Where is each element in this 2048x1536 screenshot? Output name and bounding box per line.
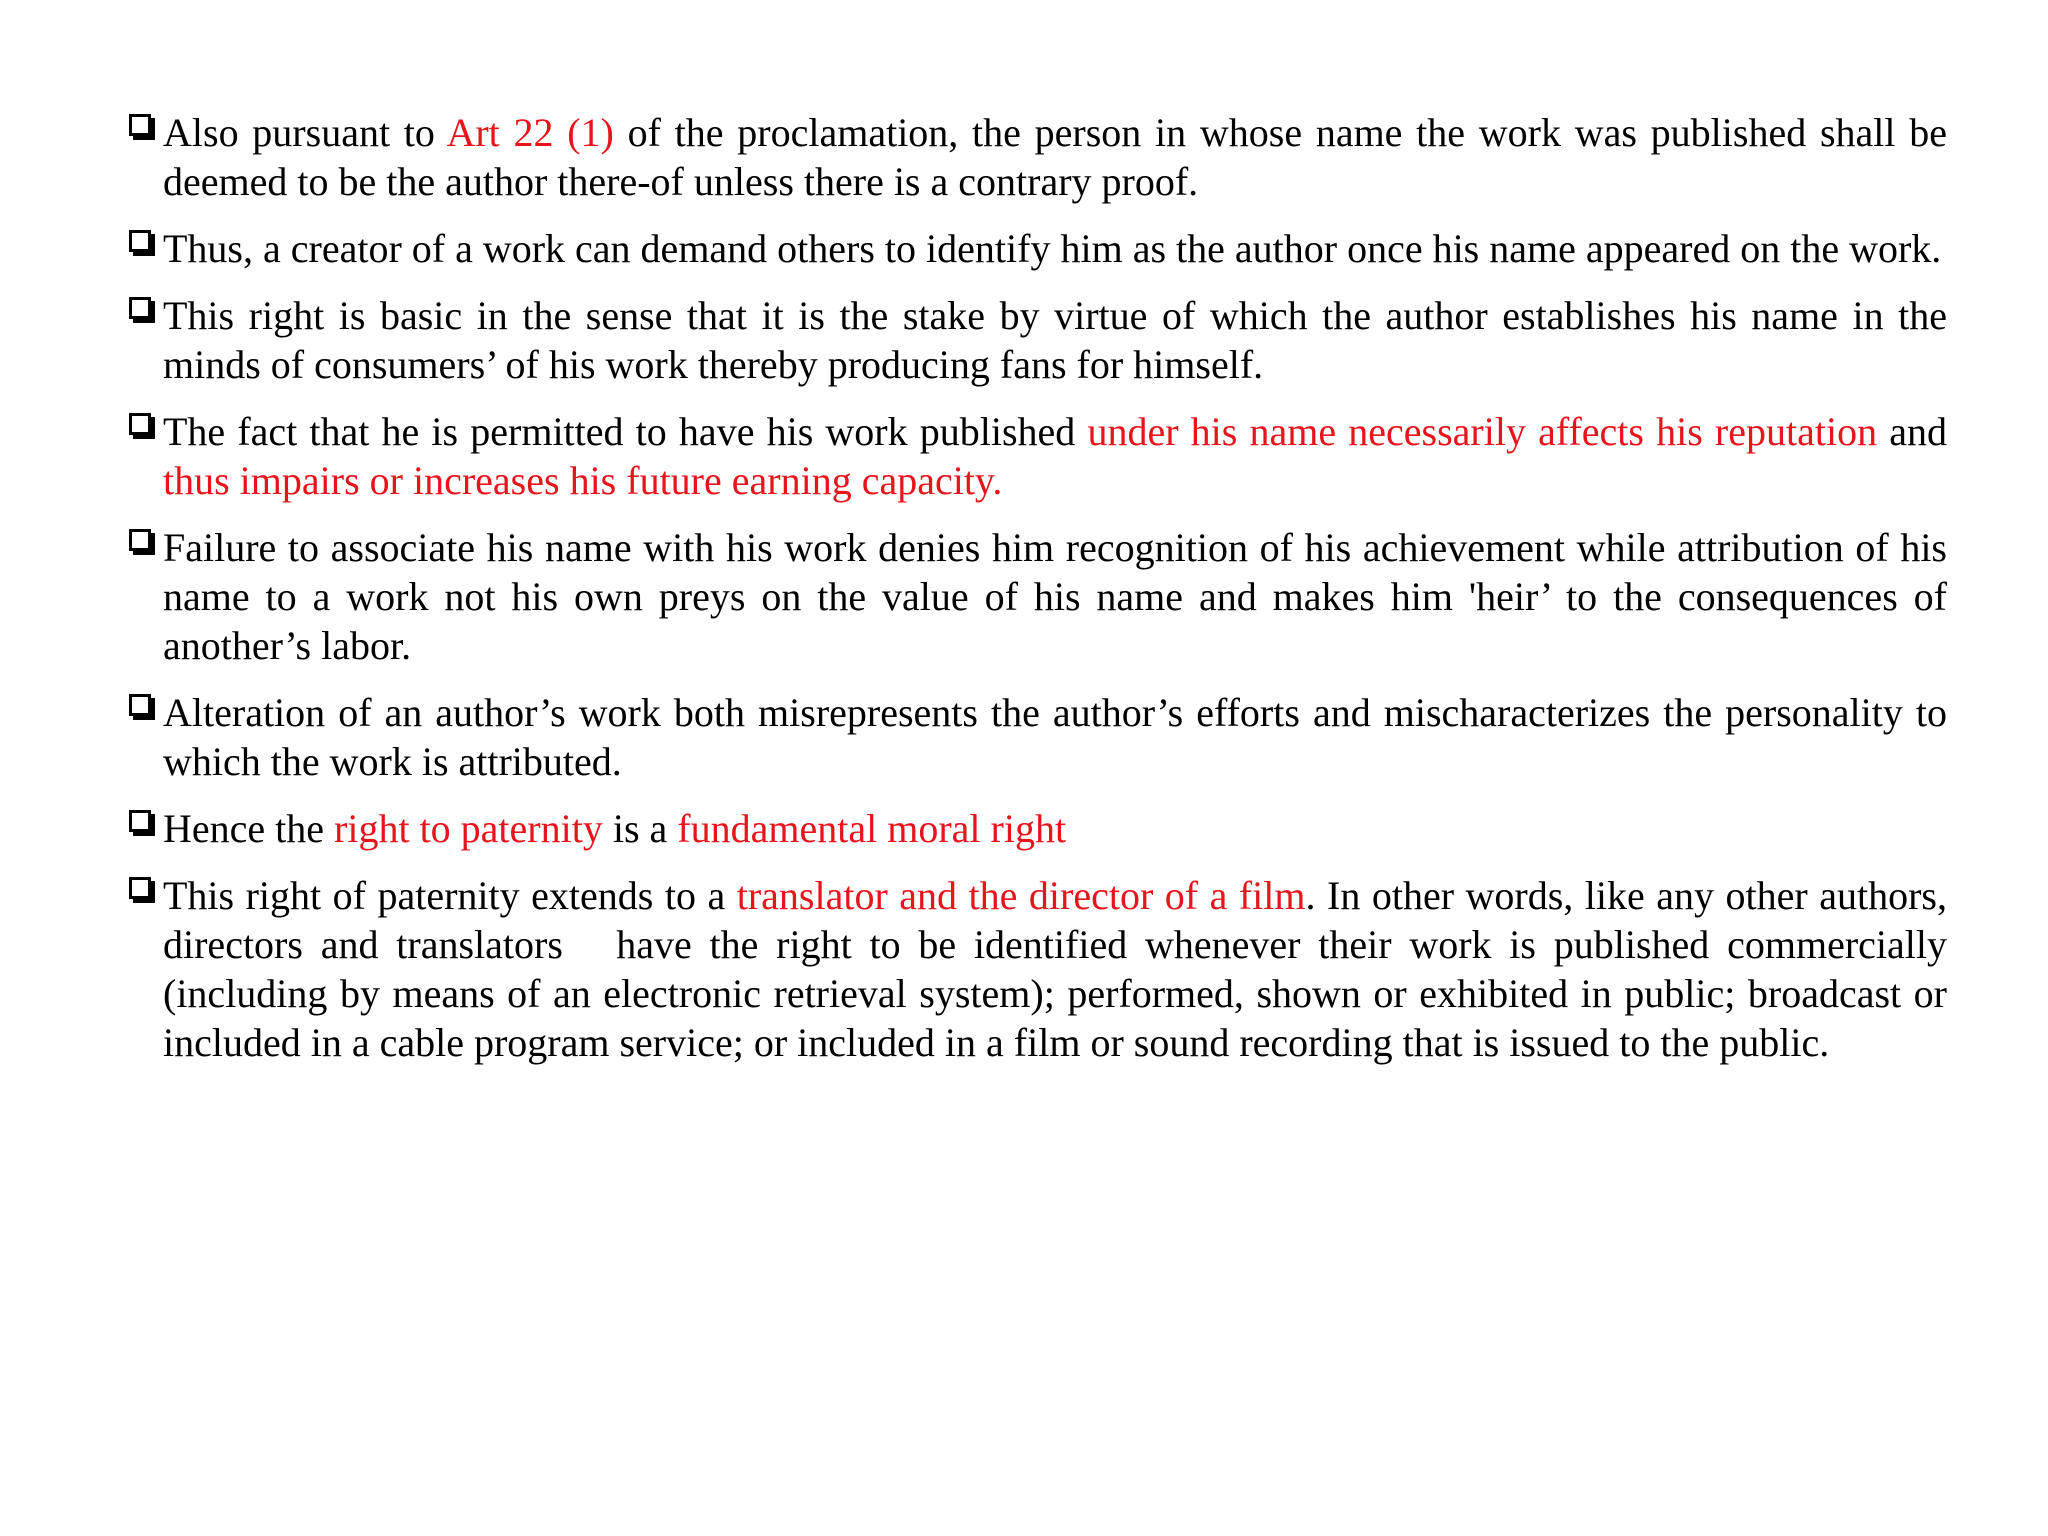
bullet-item [125,291,1957,389]
bullet-item [125,108,1957,206]
bullet-list [125,108,1957,1085]
highlighted-text: right to paternity [334,806,603,851]
body-text: This right is basic in the sense that it is the stake by virtue of which the author establishes his name in the minds of consumers’ of his work thereby producing fans for himself. [163,293,1957,387]
body-text: Hence the [163,806,335,851]
body-text: . In other words, like any other authors, directors and translators have the right to be identified whenever their work is published commercially (including by means of an electronic retrieval system); performed, shown or exhibited in public; broadcast or included in a cable program service; or included in a film or sound recording that is issued to the public. [163,873,1957,1065]
hollow-square-bullet-icon [129,114,151,136]
hollow-square-bullet-icon [129,694,151,716]
body-text: is a [602,806,678,851]
hollow-square-bullet-icon [129,230,151,252]
body-text: The fact that he is permitted to have his work published [163,409,1088,454]
body-text: Thus, a creator of a work can demand others to identify him as the author once his name appeared on the work. [163,226,1942,271]
body-text: Alteration of an author’s work both misrepresents the author’s efforts and mischaracterizes the personality to which the work is attributed. [163,690,1957,784]
hollow-square-bullet-icon [129,297,151,319]
body-text: of the proclamation, the person in whose name the work was published shall be deemed to be the author there-of unless there is a contrary proof. [163,110,1957,204]
body-text: Also pursuant to [163,110,447,155]
bullet-item [125,871,1957,1067]
highlighted-text: translator and the director of a film [736,873,1306,918]
hollow-square-bullet-icon [129,413,151,435]
bullet-item [125,804,1947,853]
bullet-item [125,688,1957,786]
bullet-item [125,523,1957,670]
body-text: and [1877,409,1957,454]
highlighted-text: under his name necessarily affects his reputation [1087,409,1878,454]
bullet-item [125,224,1947,273]
body-text: This right of paternity extends to a [163,873,737,918]
bullet-item [125,407,1957,505]
highlighted-text: fundamental moral right [677,806,1067,851]
hollow-square-bullet-icon [129,877,151,899]
body-text: Failure to associate his name with his work denies him recognition of his achievement while attribution of his name to a work not his own preys on the value of his name and makes him 'heir’ to the consequences of another’s labor. [163,525,1957,668]
highlighted-text: Art 22 (1) [446,110,614,155]
highlighted-text: thus impairs or increases his future earning capacity. [163,458,1003,503]
hollow-square-bullet-icon [129,529,151,551]
hollow-square-bullet-icon [129,810,151,832]
